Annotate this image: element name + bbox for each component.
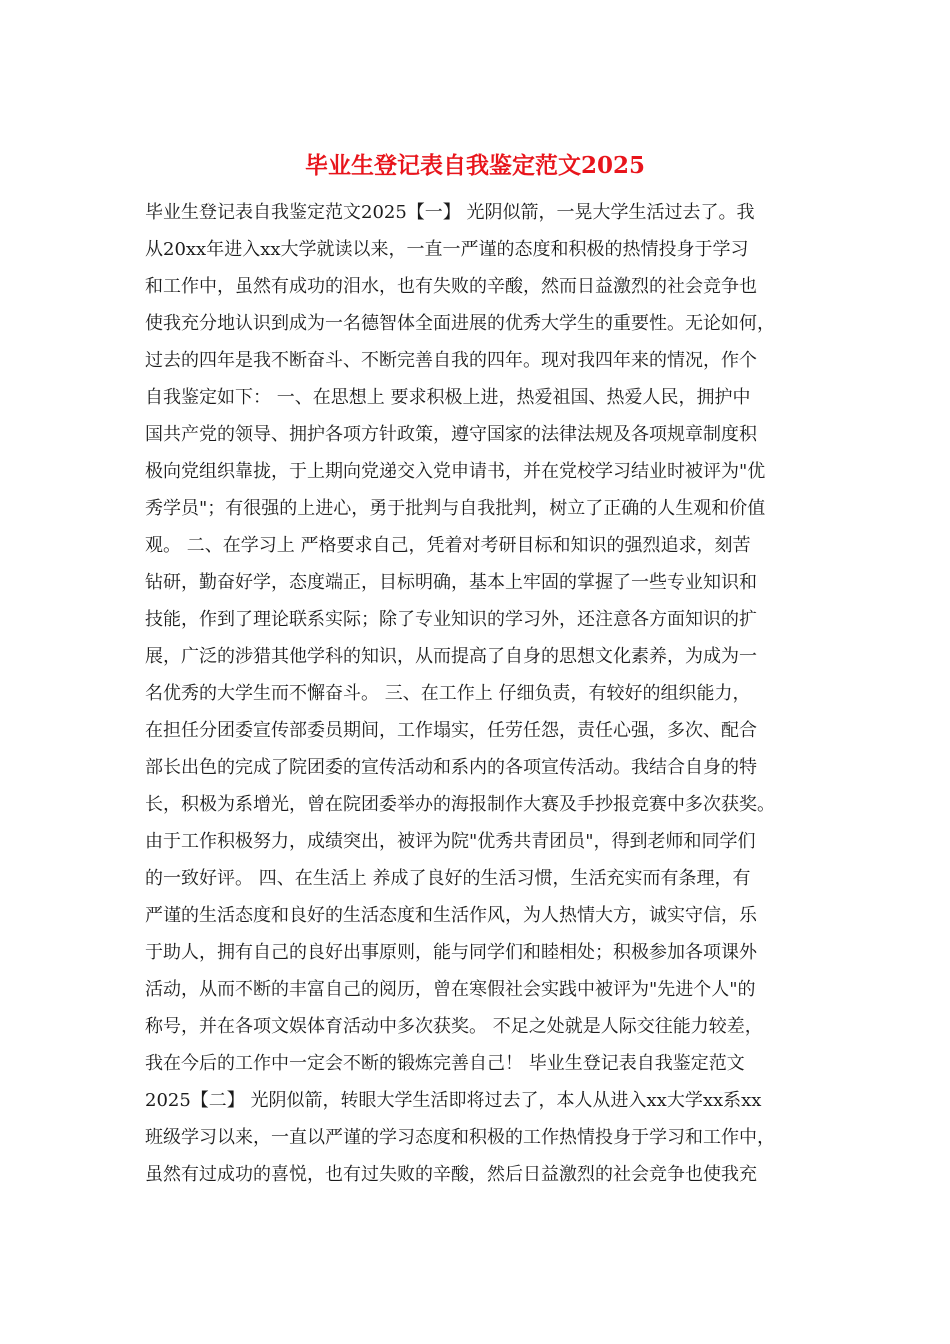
body-line: 过去的四年是我不断奋斗、不断完善自我的四年。现对我四年来的情况，作个: [145, 350, 757, 371]
body-line: 国共产党的领导、拥护各项方针政策，遵守国家的法律法规及各项规章制度积: [145, 424, 757, 445]
body-line: 使我充分地认识到成为一名德智体全面进展的优秀大学生的重要性。无论如何，: [145, 313, 775, 334]
body-line: 秀学员"；有很强的上进心，勇于批判与自我批判，树立了正确的人生观和价值: [145, 498, 766, 519]
body-line: 我在今后的工作中一定会不断的锻炼完善自己！ 毕业生登记表自我鉴定范文: [145, 1053, 745, 1074]
body-line: 极向党组织靠拢，于上期向党递交入党申请书，并在党校学习结业时被评为"优: [145, 461, 766, 482]
body-line: 于助人，拥有自己的良好出事原则，能与同学们和睦相处；积极参加各项课外: [145, 942, 757, 963]
body-line: 活动，从而不断的丰富自己的阅历，曾在寒假社会实践中被评为"先进个人"的: [145, 979, 756, 1000]
body-line: 和工作中，虽然有成功的泪水，也有失败的辛酸，然而日益激烈的社会竞争也: [145, 276, 757, 297]
body-line: 称号，并在各项文娱体育活动中多次获奖。 不足之处就是人际交往能力较差，: [145, 1016, 763, 1037]
body-line: 长，积极为系增光，曾在院团委举办的海报制作大赛及手抄报竞赛中多次获奖。: [145, 794, 775, 815]
body-line: 观。 二、在学习上 严格要求自己，凭着对考研目标和知识的强烈追求，刻苦: [145, 535, 751, 556]
body-line: 技能，作到了理论联系实际；除了专业知识的学习外，还注意各方面知识的扩: [145, 609, 757, 630]
body-line: 由于工作积极努力，成绩突出，被评为院"优秀共青团员"，得到老师和同学们: [145, 831, 756, 852]
body-line: 严谨的生活态度和良好的生活态度和生活作风，为人热情大方，诚实守信，乐: [145, 905, 757, 926]
body-line: 虽然有过成功的喜悦，也有过失败的辛酸，然后日益激烈的社会竞争也使我充: [145, 1164, 757, 1185]
body-line: 钻研，勤奋好学，态度端正，目标明确，基本上牢固的掌握了一些专业知识和: [145, 572, 757, 593]
body-line: 在担任分团委宣传部委员期间，工作塌实，任劳任怨，责任心强，多次、配合: [145, 720, 757, 741]
document-title: 毕业生登记表自我鉴定范文2025: [304, 152, 645, 179]
body-line: 班级学习以来，一直以严谨的学习态度和积极的工作热情投身于学习和工作中，: [145, 1127, 775, 1148]
body-line: 从20xx年进入xx大学就读以来，一直一严谨的态度和积极的热情投身于学习: [145, 239, 749, 260]
body-line: 自我鉴定如下： 一、在思想上 要求积极上进，热爱祖国、热爱人民，拥护中: [145, 387, 751, 408]
body-line: 名优秀的大学生而不懈奋斗。 三、在工作上 仔细负责，有较好的组织能力，: [145, 683, 751, 704]
body-line: 的一致好评。 四、在生活上 养成了良好的生活习惯，生活充实而有条理，有: [145, 868, 751, 889]
body-line: 2025【二】 光阴似箭，转眼大学生活即将过去了，本人从进入xx大学xx系xx: [145, 1090, 762, 1111]
body-line: 毕业生登记表自我鉴定范文2025【一】 光阴似箭，一晃大学生活过去了。我: [145, 202, 755, 223]
body-line: 部长出色的完成了院团委的宣传活动和系内的各项宣传活动。我结合自身的特: [145, 757, 757, 778]
body-line: 展，广泛的涉猎其他学科的知识，从而提高了自身的思想文化素养，为成为一: [145, 646, 757, 667]
document-body: [145, 194, 805, 1193]
